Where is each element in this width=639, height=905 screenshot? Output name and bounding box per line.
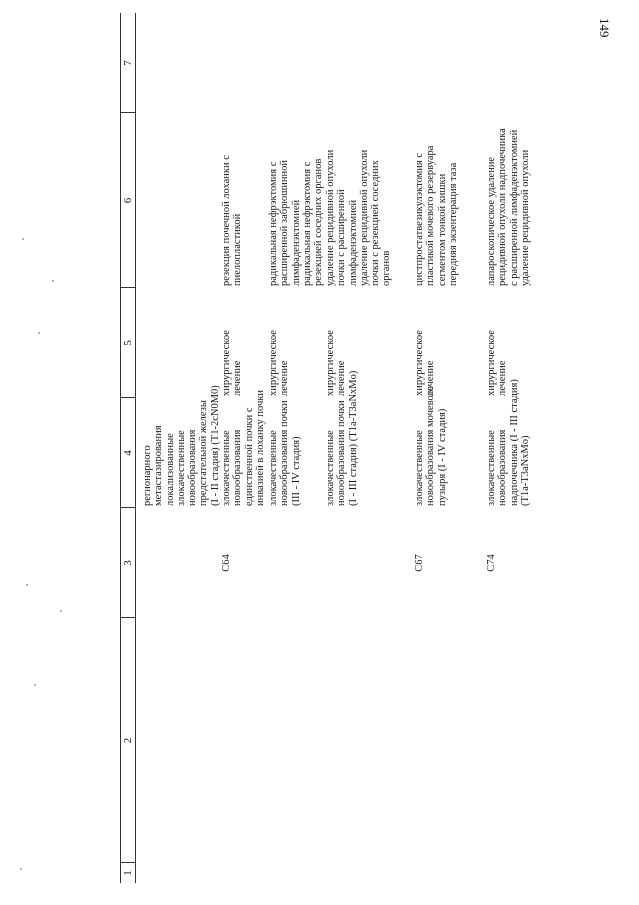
scan-speck	[34, 684, 36, 686]
scan-speck	[52, 280, 54, 282]
treatment-line: хирургическое	[486, 330, 497, 396]
diagnosis-line: злокачественные	[175, 430, 187, 506]
treatment-cell	[414, 330, 437, 396]
column-number-1: 1	[122, 870, 134, 876]
scan-speck	[38, 332, 40, 334]
diagnosis-line: пузыря (I - IV стадия)	[436, 408, 448, 506]
diagnosis-line: предстательной железы	[198, 400, 210, 506]
diagnosis-line: новообразования мочевого	[425, 385, 437, 506]
diagnosis-cell	[486, 379, 531, 506]
diagnosis-line: (I - III стадия) (T1a-T3aNxMo)	[347, 370, 359, 506]
method-cell	[221, 155, 244, 286]
diagnosis-cell	[268, 400, 302, 506]
method-line: резекцией соседних органов	[313, 158, 325, 286]
code-cell: C74	[486, 554, 497, 572]
diagnosis-line: (T1a-T3aNxMo)	[519, 435, 531, 506]
diagnosis-line: новообразования	[187, 429, 199, 506]
treatment-cell	[268, 330, 291, 396]
method-line: цистпростатвезикулэктомия с	[414, 152, 425, 286]
diagnosis-line: новообразования почки	[279, 400, 291, 506]
method-line: удаление рецидивной опухоли	[325, 149, 336, 286]
treatment-cell	[325, 330, 348, 396]
column-number-3: 3	[122, 560, 134, 566]
scan-speck	[20, 868, 22, 870]
code-cell: C64	[221, 554, 232, 572]
method-line: органов	[381, 250, 393, 286]
scan-speck	[22, 238, 24, 240]
column-number-2: 2	[122, 737, 134, 744]
treatment-line: хирургическое	[221, 330, 232, 396]
method-line: с расширенной лимфаденэктомией	[508, 129, 520, 286]
treatment-line: лечение	[497, 360, 509, 396]
treatment-cell	[221, 330, 244, 396]
column-number-7: 7	[122, 60, 134, 66]
diagnosis-line: новообразования почки	[336, 400, 348, 506]
column-number-row	[120, 13, 136, 883]
method-line: рецидивной опухоли надпочечника	[497, 128, 509, 286]
method-line: лапароскопическое удаление	[486, 156, 497, 286]
treatment-line: хирургическое	[414, 330, 425, 396]
treatment-cell	[486, 330, 509, 396]
rotated-table	[120, 13, 639, 883]
treatment-line: хирургическое	[268, 330, 279, 396]
treatment-line: лечение	[425, 360, 437, 396]
method-cell	[414, 146, 459, 286]
column-number-6: 6	[122, 197, 134, 204]
method-cell	[486, 128, 531, 286]
method-line: удаление рецидивной опухоли	[519, 149, 531, 286]
method-line: резекция почечной лоханки с	[221, 155, 232, 286]
diagnosis-line: злокачественные	[325, 430, 336, 506]
diagnosis-line: злокачественные	[414, 430, 425, 506]
method-line: сегментом тонкой кишки	[436, 173, 448, 286]
method-line: расширенной забрюшинной	[279, 160, 291, 286]
diagnosis-line: единственной почки с	[243, 407, 255, 506]
page-number: 149	[597, 18, 612, 38]
diagnosis-cell	[221, 390, 266, 506]
diagnosis-line: злокачественные	[268, 430, 279, 506]
column-number-5: 5	[122, 340, 134, 346]
diagnosis-line: инвазией в лоханку почки	[254, 389, 266, 506]
diagnosis-line: злокачественные	[221, 430, 232, 506]
treatment-line: лечение	[336, 360, 348, 396]
method-line: лимфаденэктомией	[290, 199, 302, 286]
diagnosis-cell	[142, 385, 221, 506]
diagnosis-line: локализованные	[164, 433, 176, 506]
diagnosis-line: новообразования	[232, 429, 244, 506]
treatment-line: лечение	[279, 360, 291, 396]
column-number-4: 4	[122, 450, 134, 456]
diagnosis-line: (III - IV стадия)	[290, 436, 302, 506]
diagnosis-line: метастазирования	[153, 425, 165, 506]
code-cell: C67	[414, 554, 425, 572]
method-line: пластикой мочевого резервуара	[425, 145, 437, 286]
method-line: радикальная нефрэктомия с	[268, 161, 279, 286]
method-line: почки с резекцией соседних	[370, 160, 382, 286]
scan-speck	[60, 610, 62, 612]
diagnosis-line: новообразования	[497, 429, 509, 506]
diagnosis-line: надпочечника (I - III стадия)	[508, 379, 520, 506]
diagnosis-cell	[414, 386, 448, 506]
method-cell	[268, 159, 324, 286]
diagnosis-line: злокачественные	[486, 430, 497, 506]
method-line: передняя экзентерация таза	[447, 162, 459, 286]
method-line: радикальная нефрэктомия с	[301, 161, 313, 286]
method-line: пиелопластикой	[232, 213, 244, 286]
treatment-line: лечение	[232, 360, 244, 396]
method-line: лимфаденэктомией	[347, 199, 359, 286]
method-line: удаление рецидивной опухоли	[358, 149, 370, 286]
method-line: почки с расширенной	[336, 189, 348, 286]
diagnosis-line: (I - II стадия) (T1-2cN0M0)	[209, 385, 221, 506]
method-cell	[325, 150, 393, 286]
diagnosis-line: регионарного	[142, 445, 153, 506]
scan-speck	[26, 584, 28, 586]
treatment-line: хирургическое	[325, 330, 336, 396]
